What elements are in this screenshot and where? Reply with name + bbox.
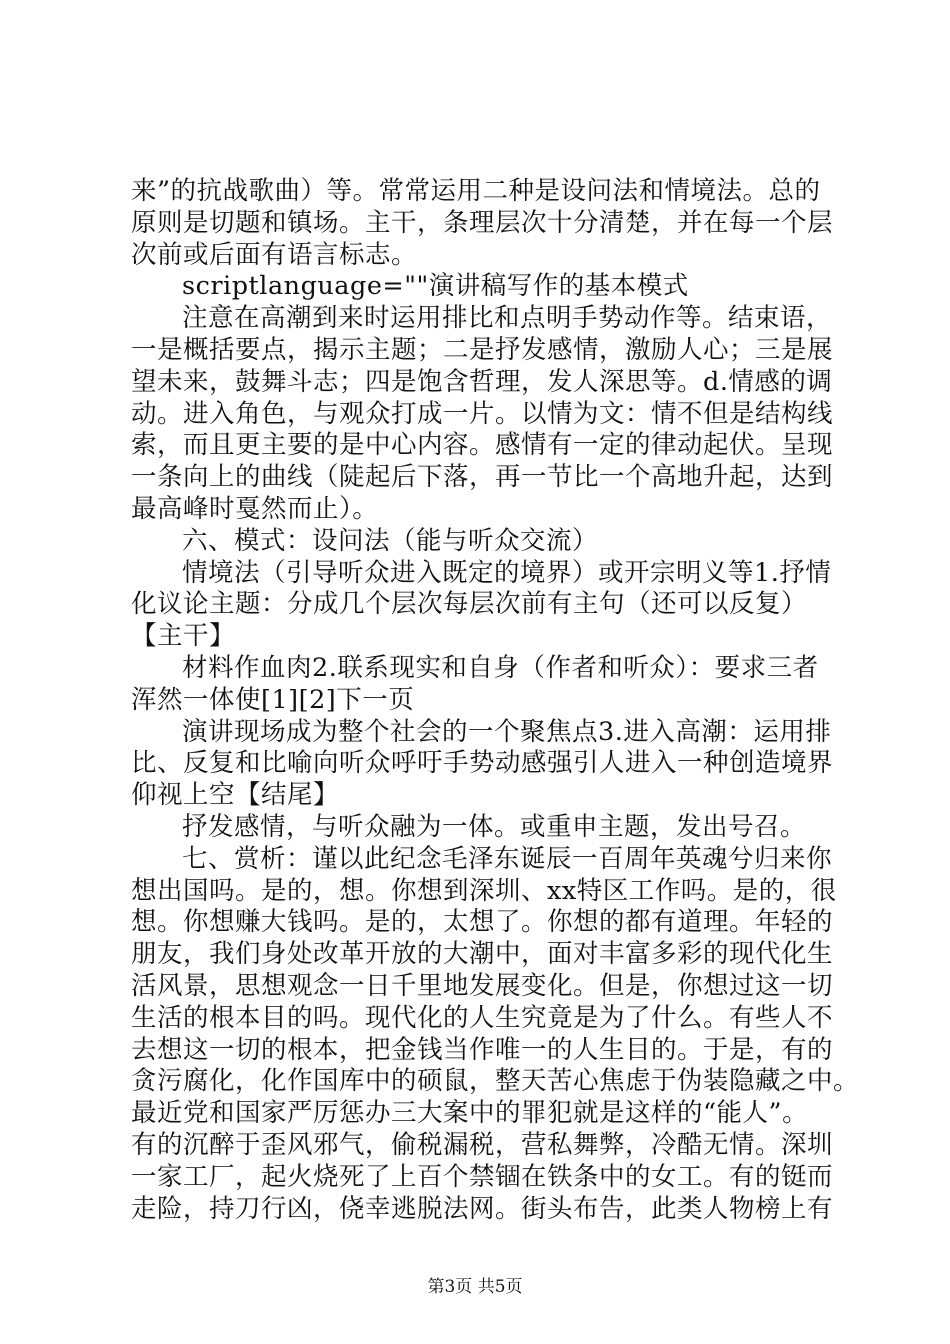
- text-line: 比、反复和比喻向听众呼吁手势动感强引人进入一种创造境界: [131, 748, 834, 779]
- text-line: 情境法（引导听众进入既定的境界）或开宗明义等1.抒情: [182, 557, 832, 588]
- text-line: 走险，持刀行凶，侥幸逃脱法网。街头布告，此类人物榜上有: [131, 1193, 834, 1224]
- text-line: 六、模式：设问法（能与听众交流）: [182, 525, 599, 556]
- text-line: 想。你想赚大钱吗。是的，太想了。你想的都有道理。年轻的: [131, 907, 834, 938]
- text-line: scriptlanguage=""演讲稿写作的基本模式: [182, 271, 689, 302]
- text-line: 原则是切题和镇场。主干，条理层次十分清楚，并在每一个层: [131, 207, 834, 238]
- text-line: 注意在高潮到来时运用排比和点明手势动作等。结束语，: [182, 303, 833, 334]
- text-line: 抒发感情，与听众融为一体。或重申主题，发出号召。: [182, 811, 807, 842]
- page-footer: 第3页 共5页: [427, 1277, 523, 1297]
- text-line: 仰视上空【结尾】: [131, 780, 340, 811]
- text-line: 最近党和国家严厉惩办三大案中的罪犯就是这样的“能人”。: [131, 1098, 809, 1129]
- text-line: 一是概括要点，揭示主题；二是抒发感情，激励人心；三是展: [131, 334, 834, 365]
- text-line: 次前或后面有语言标志。: [131, 239, 418, 270]
- text-line: 索，而且更主要的是中心内容。感情有一定的律动起伏。呈现: [131, 430, 834, 461]
- text-line: 生活的根本目的吗。现代化的人生究竟是为了什么。有些人不: [131, 1002, 834, 1033]
- text-line: 化议论主题：分成几个层次每层次前有主句（还可以反复）: [131, 589, 808, 620]
- document-body: [131, 176, 860, 1225]
- text-line: 【主干】: [131, 621, 236, 652]
- text-line: 演讲现场成为整个社会的一个聚焦点3.进入高潮：运用排: [182, 716, 832, 747]
- text-line: 来”的抗战歌曲）等。常常运用二种是设问法和情境法。总的: [131, 176, 821, 206]
- text-line: 浑然一体使[1][2]下一页: [131, 684, 415, 715]
- text-line: 一家工厂，起火烧死了上百个禁锢在铁条中的女工。有的铤而: [131, 1161, 834, 1192]
- text-line: 有的沉醉于歪风邪气，偷税漏税，营私舞弊，冷酷无情。深圳: [131, 1129, 834, 1160]
- text-line: 想出国吗。是的，想。你想到深圳、xx特区工作吗。是的，很: [131, 875, 837, 906]
- text-line: 动。进入角色，与观众打成一片。以情为文：情不但是结构线: [131, 398, 834, 429]
- text-line: 最高峰时戛然而止）。: [131, 493, 379, 524]
- text-line: 七、赏析：谨以此纪念毛泽东诞辰一百周年英魂兮归来你: [182, 843, 833, 874]
- text-line: 去想这一切的根本，把金钱当作唯一的人生目的。于是，有的: [131, 1034, 834, 1065]
- text-line: 活风景，思想观念一日千里地发展变化。但是，你想过这一切: [131, 970, 834, 1001]
- text-line: 一条向上的曲线（陡起后下落，再一节比一个高地升起，达到: [131, 462, 834, 493]
- text-line: 朋友，我们身处改革开放的大潮中，面对丰富多彩的现代化生: [131, 939, 834, 970]
- text-line: 材料作血肉2.联系现实和自身（作者和听众）：要求三者: [182, 652, 819, 683]
- text-line: 贪污腐化，化作国库中的硕鼠，整天苦心焦虑于伪装隐藏之中。: [131, 1066, 860, 1097]
- text-line: 望未来，鼓舞斗志；四是饱含哲理，发人深思等。d.情感的调: [131, 366, 833, 397]
